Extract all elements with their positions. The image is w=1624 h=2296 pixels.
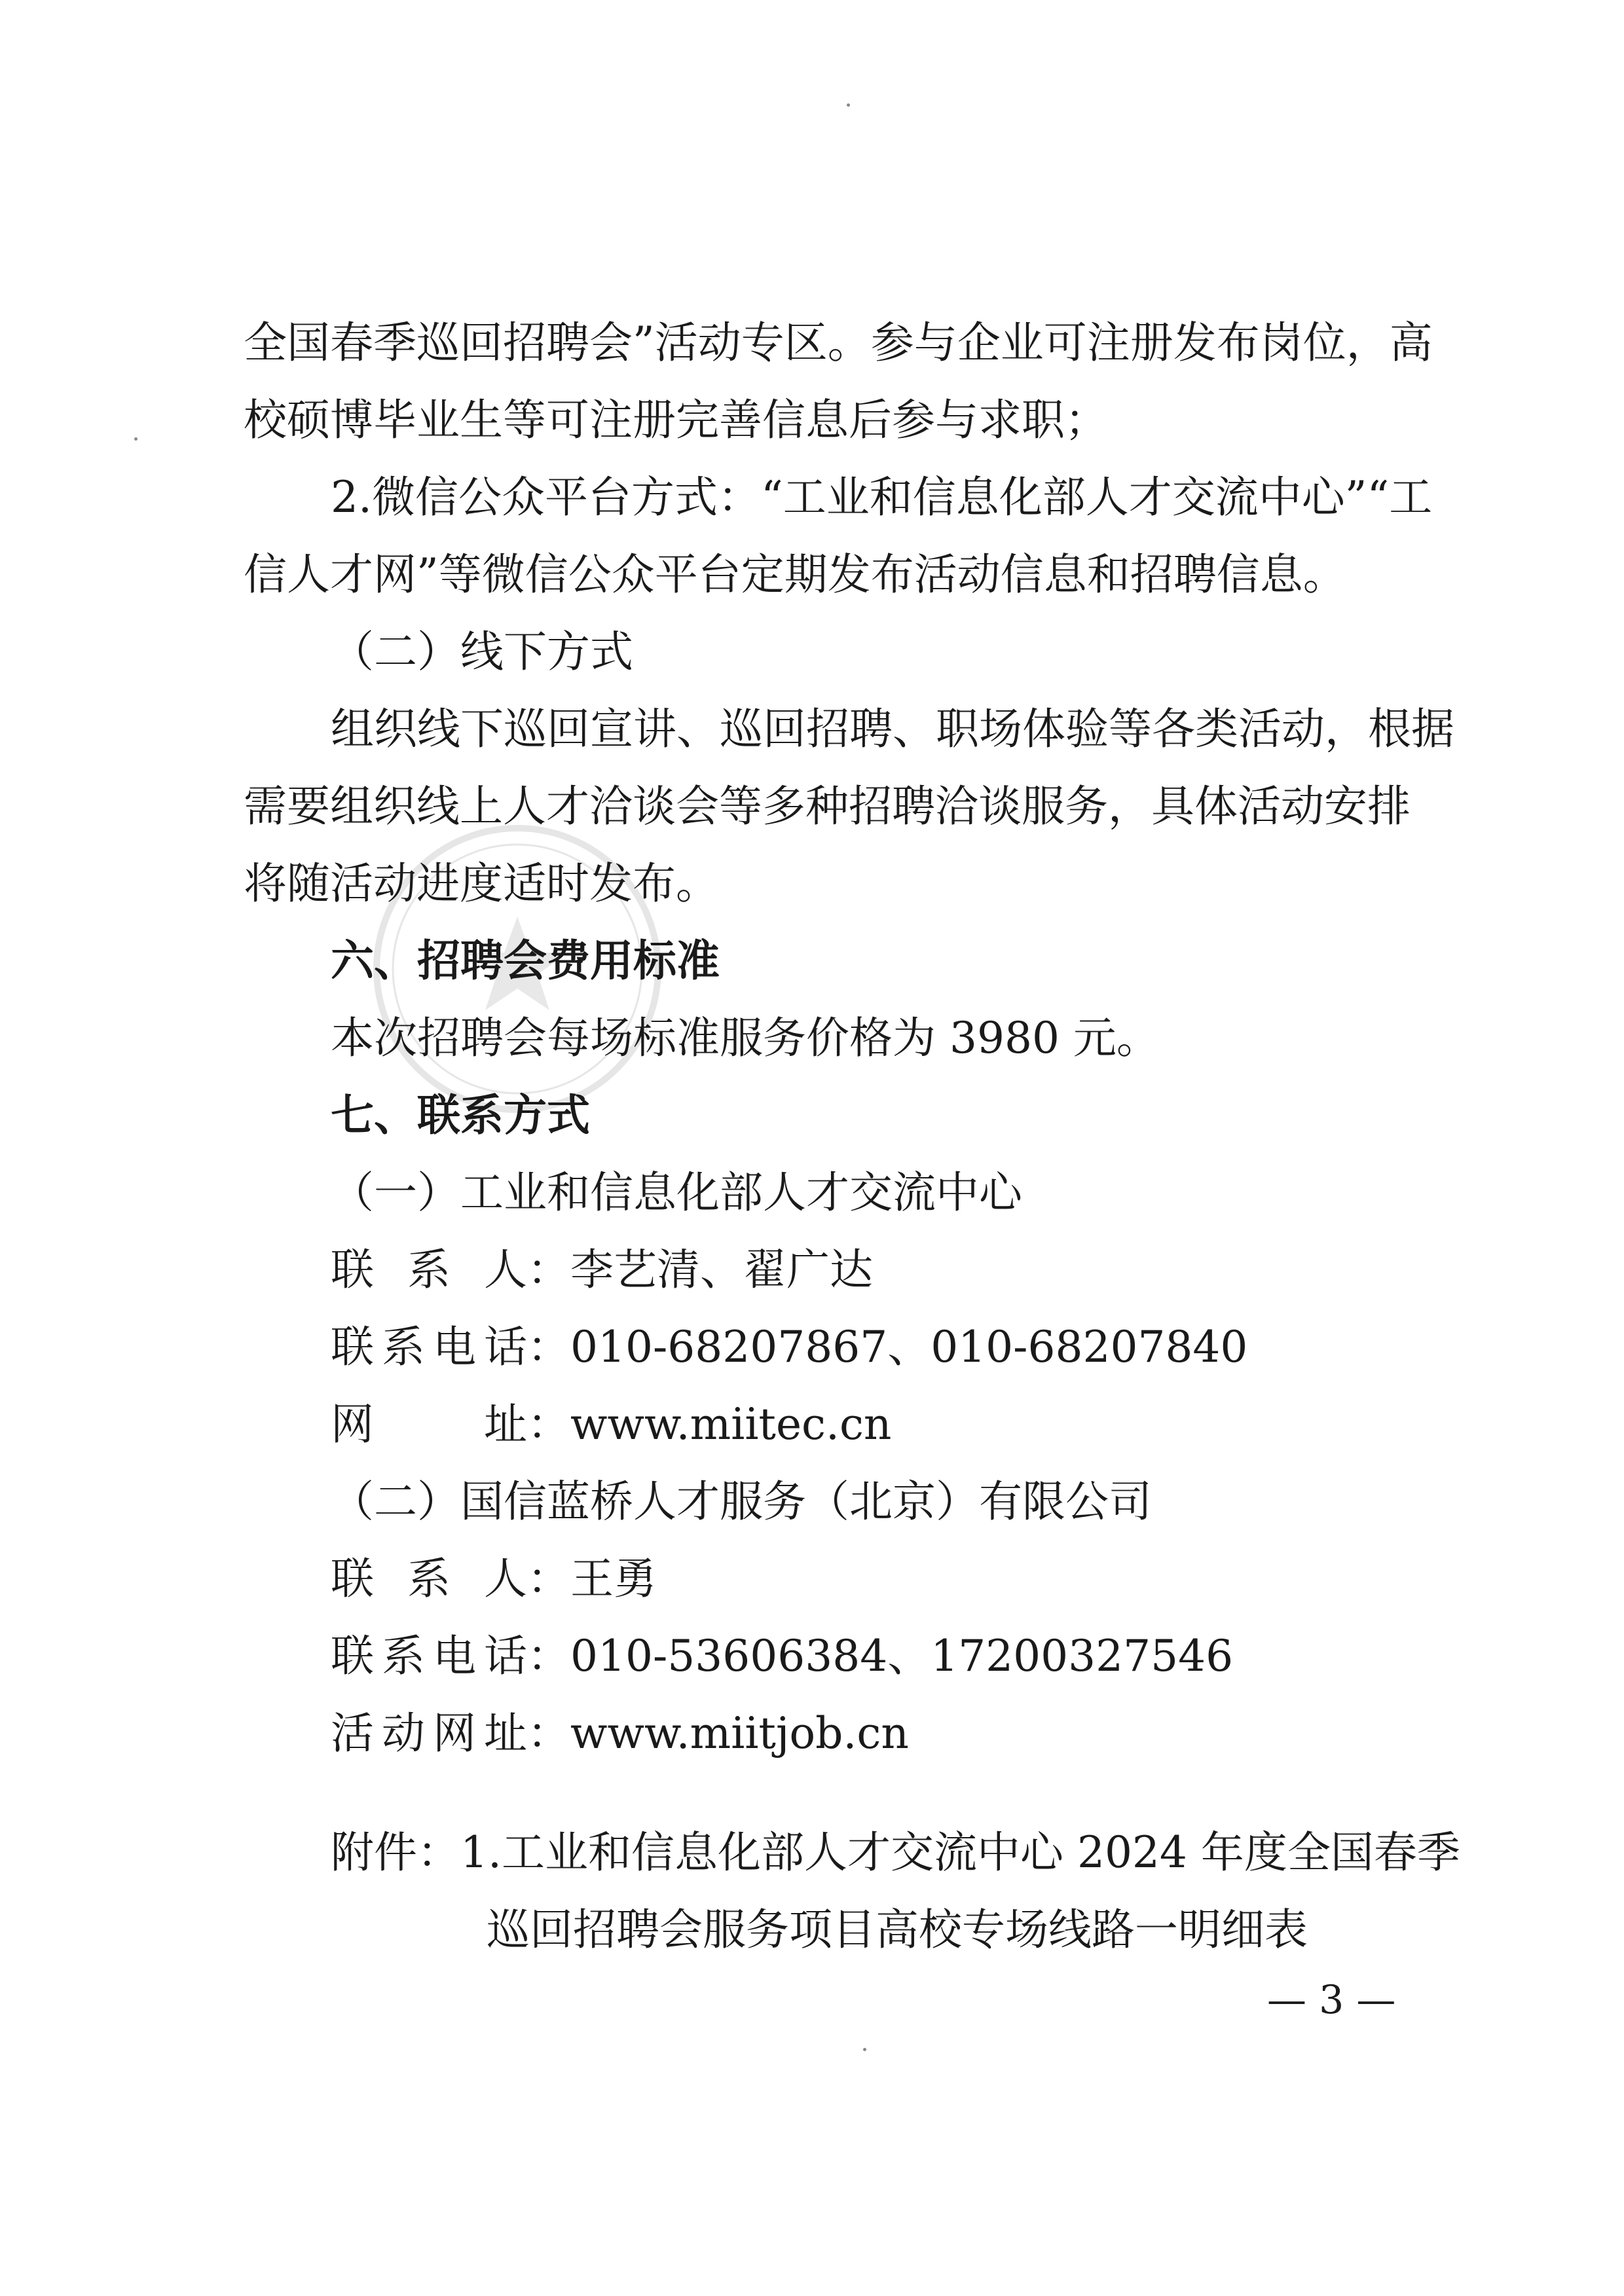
- body-line-7: 需要组织线上人才洽谈会等多种招聘洽谈服务，具体活动安排: [244, 781, 1411, 831]
- org1-phone-row: [331, 1321, 1247, 1374]
- org2-title: （二）国信蓝桥人才服务（北京）有限公司: [331, 1476, 1152, 1527]
- body-line-2: 校硕博毕业生等可注册完善信息后参与求职；: [244, 395, 1108, 445]
- colon: ：: [527, 1554, 570, 1604]
- org1-contact-row: [331, 1244, 873, 1296]
- subheading-offline: （二）线下方式: [331, 627, 633, 677]
- scan-speck: [863, 2048, 866, 2051]
- body-line-4: 信人才网”等微信公众平台定期发布活动信息和招聘信息。: [244, 549, 1346, 600]
- org1-phone-label: 联系电话: [331, 1322, 527, 1372]
- org2-web-row: [331, 1707, 909, 1760]
- colon: ：: [527, 1322, 570, 1372]
- org1-phone-value: 010-68207867、010-68207840: [570, 1322, 1248, 1372]
- org2-phone-row: [331, 1630, 1233, 1683]
- org1-web-label: 网址: [331, 1399, 527, 1449]
- section-six-heading: 六、招聘会费用标准: [331, 936, 720, 986]
- body-line-1: 全国春季巡回招聘会”活动专区。参与企业可注册发布岗位，高: [244, 318, 1433, 368]
- section-six-text: 本次招聘会每场标准服务价格为 3980 元。: [331, 1013, 1160, 1063]
- org1-web-value: www.miitec.cn: [570, 1399, 892, 1449]
- org2-web-label: 活动网址: [331, 1708, 527, 1758]
- org1-title: （一）工业和信息化部人才交流中心: [331, 1167, 1022, 1218]
- body-line-3: 2.微信公众平台方式：“工业和信息化部人才交流中心”“工: [331, 472, 1433, 522]
- section-seven-heading: 七、联系方式: [331, 1090, 590, 1140]
- org2-web-value: www.miitjob.cn: [570, 1708, 909, 1758]
- attachment-line-2: 巡回招聘会服务项目高校专场线路一明细表: [487, 1904, 1308, 1955]
- org2-phone-value: 010-53606384、17200327546: [570, 1631, 1234, 1681]
- scan-speck: [134, 437, 138, 441]
- org2-contact-value: 王勇: [570, 1554, 657, 1604]
- org1-contact-label: 联系人: [331, 1245, 527, 1295]
- colon: ：: [527, 1708, 570, 1758]
- scan-speck: [847, 103, 850, 107]
- org2-contact-label: 联系人: [331, 1554, 527, 1604]
- body-line-8: 将随活动进度适时发布。: [244, 858, 719, 909]
- colon: ：: [527, 1399, 570, 1449]
- org1-contact-value: 李艺清、翟广达: [570, 1245, 873, 1295]
- org2-phone-label: 联系电话: [331, 1631, 527, 1681]
- colon: ：: [527, 1245, 570, 1295]
- colon: ：: [527, 1631, 570, 1681]
- page-number: — 3 —: [1267, 1977, 1396, 2023]
- body-line-6: 组织线下巡回宣讲、巡回招聘、职场体验等各类活动，根据: [331, 704, 1454, 754]
- attachment-line-1: 附件：1.工业和信息化部人才交流中心 2024 年度全国春季: [331, 1827, 1460, 1878]
- org2-contact-row: [331, 1553, 657, 1605]
- org1-web-row: [331, 1398, 891, 1451]
